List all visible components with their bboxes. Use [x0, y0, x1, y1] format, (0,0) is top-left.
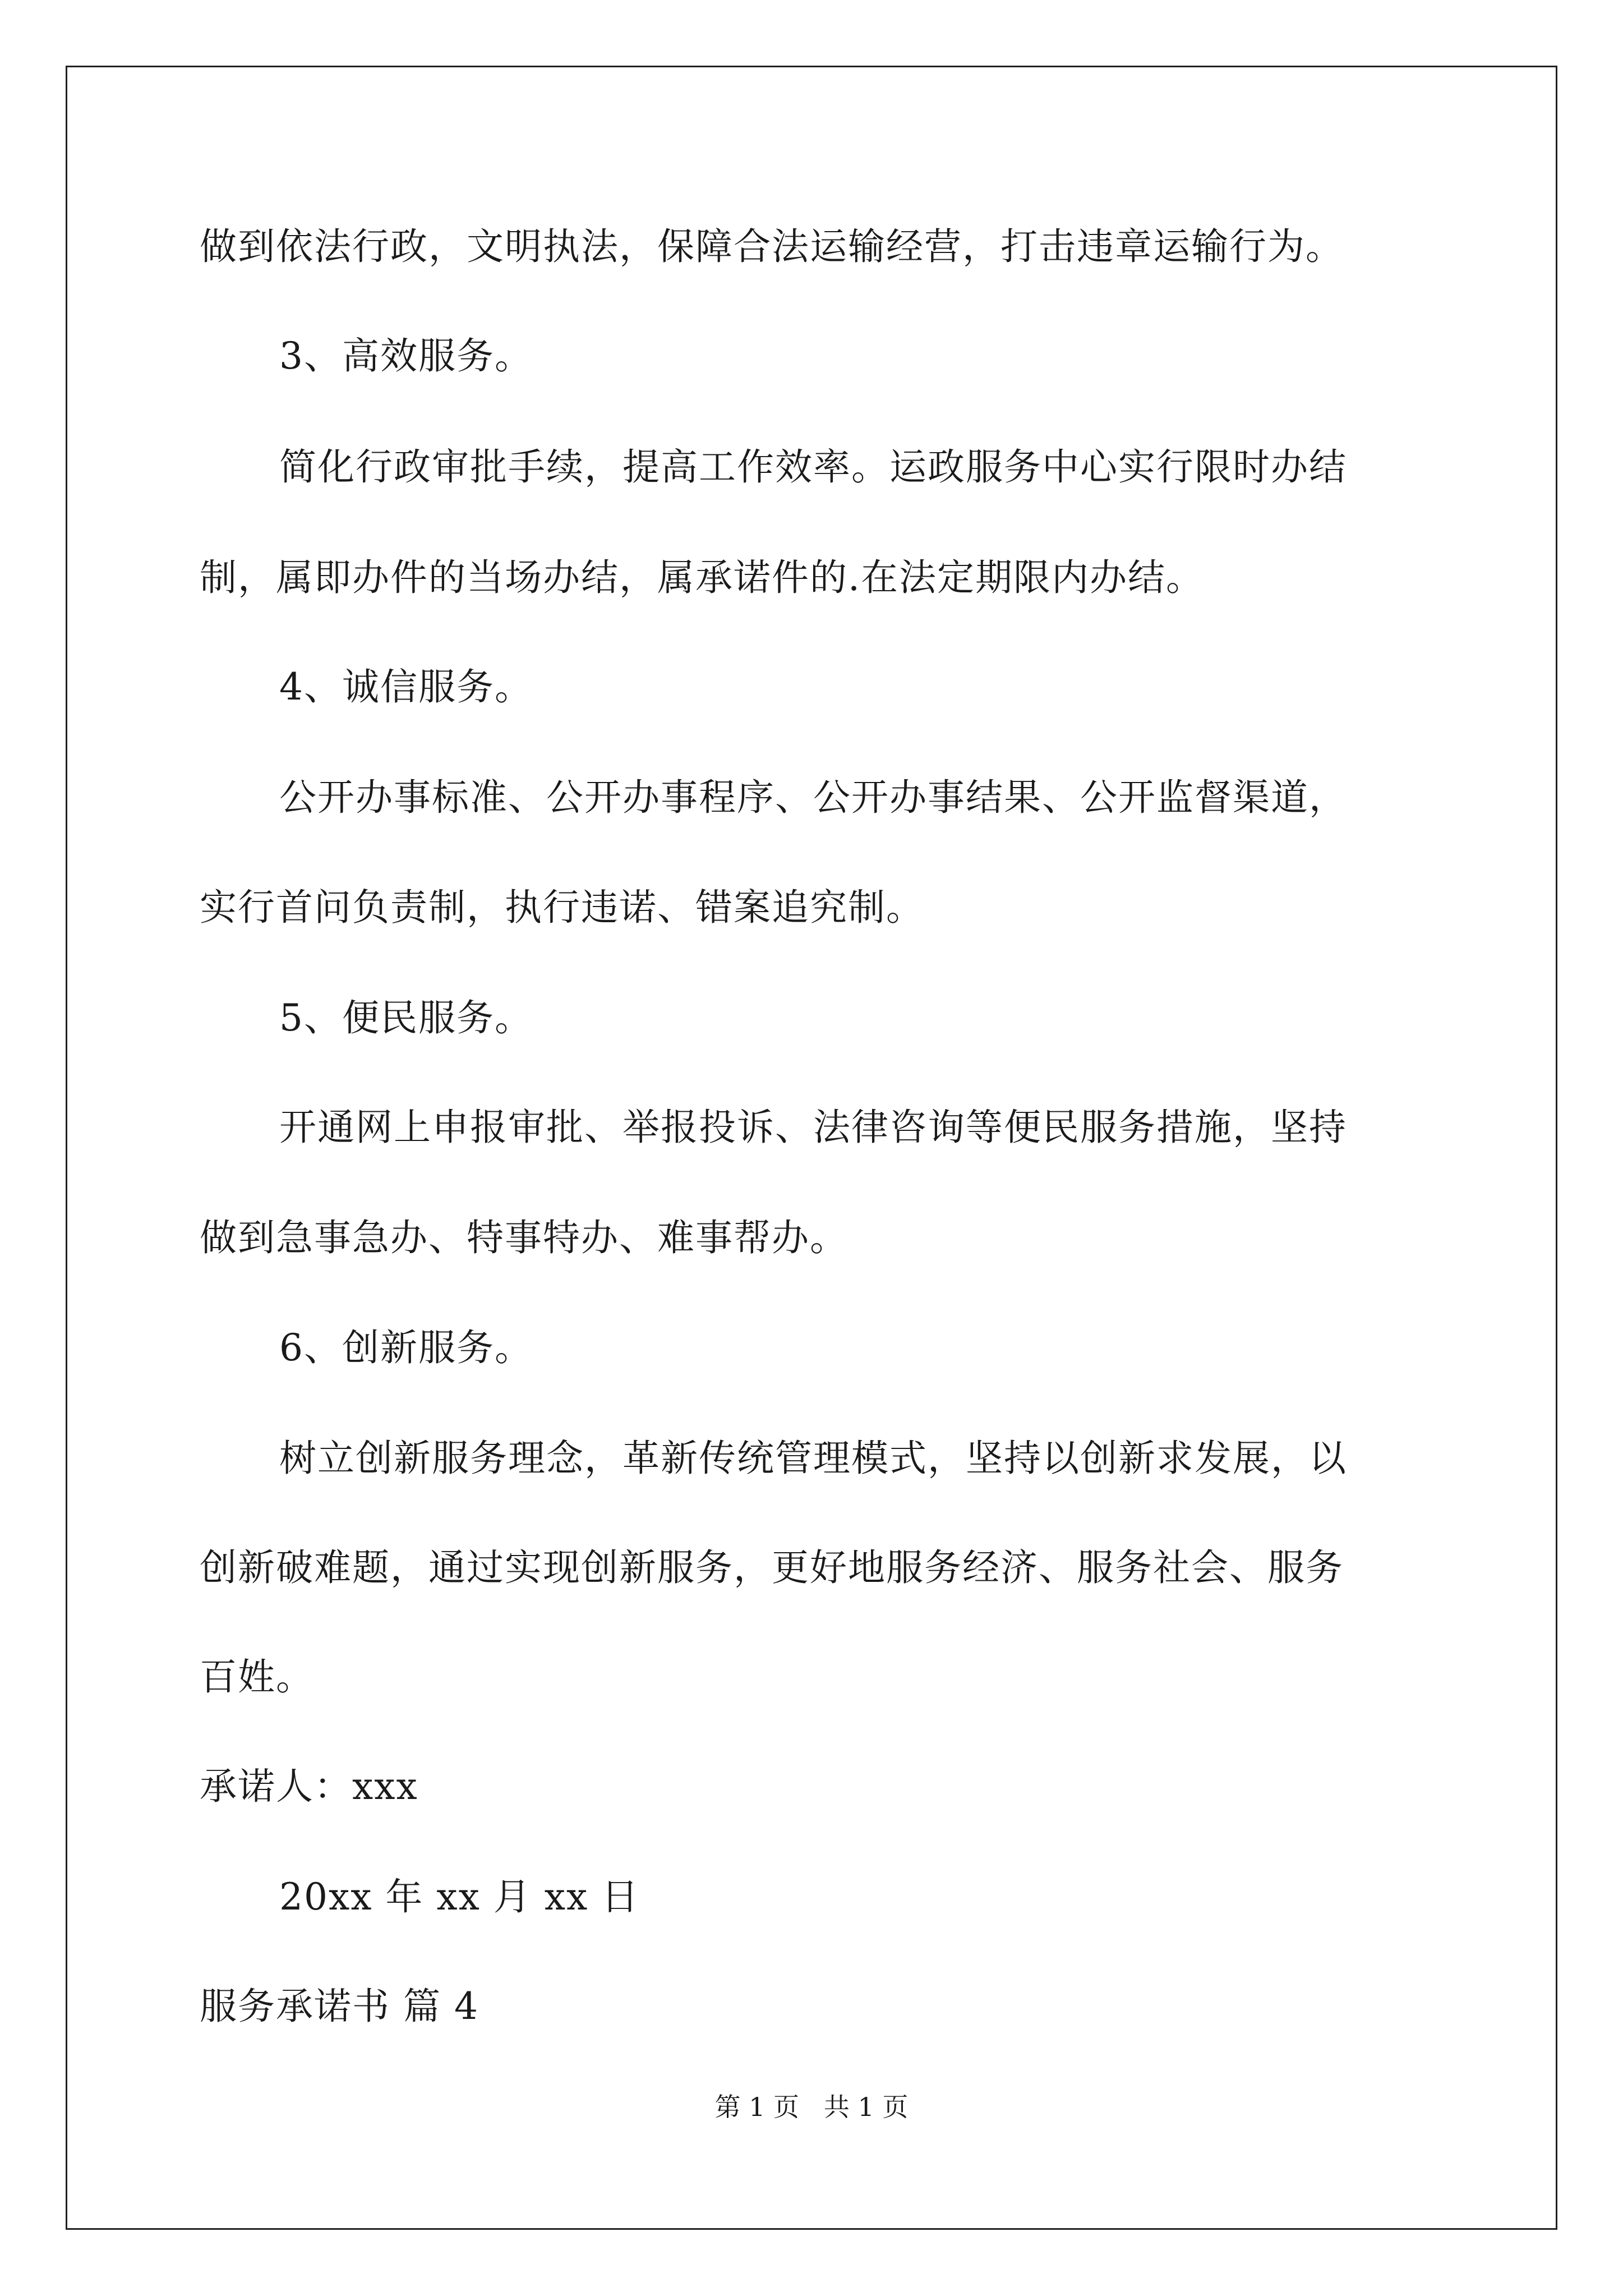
- section-heading-4: 4、诚信服务。: [279, 665, 533, 708]
- paragraph-line: 树立创新服务理念，革新传统管理模式，坚持以创新求发展，以: [279, 1437, 1347, 1480]
- paragraph-line: 实行首问负责制，执行违诺、错案追究制。: [200, 886, 924, 929]
- section-heading-5: 5、便民服务。: [279, 996, 533, 1039]
- paragraph-line: 开通网上申报审批、举报投诉、法律咨询等便民服务措施，坚持: [279, 1106, 1347, 1149]
- signatory-line: 承诺人：xxx: [200, 1765, 418, 1808]
- section-heading-3: 3、高效服务。: [279, 334, 533, 378]
- page-number-footer: 第 1 页 共 1 页: [714, 2092, 909, 2122]
- paragraph-line: 简化行政审批手续，提高工作效率。运政服务中心实行限时办结: [279, 445, 1347, 489]
- paragraph-line: 创新破难题，通过实现创新服务，更好地服务经济、服务社会、服务: [200, 1546, 1344, 1589]
- section-title: 服务承诺书 篇 4: [200, 1985, 479, 2028]
- paragraph-line: 制，属即办件的当场办结，属承诺件的.在法定期限内办结。: [200, 556, 1204, 599]
- paragraph-line: 百姓。: [200, 1655, 314, 1699]
- date-line: 20xx 年 xx 月 xx 日: [279, 1875, 640, 1918]
- section-heading-6: 6、创新服务。: [279, 1326, 533, 1369]
- paragraph-line: 做到急事急办、特事特办、难事帮办。: [200, 1216, 848, 1259]
- paragraph-line: 做到依法行政，文明执法，保障合法运输经营，打击违章运输行为。: [200, 225, 1344, 268]
- paragraph-line: 公开办事标准、公开办事程序、公开办事结果、公开监督渠道，: [279, 776, 1347, 819]
